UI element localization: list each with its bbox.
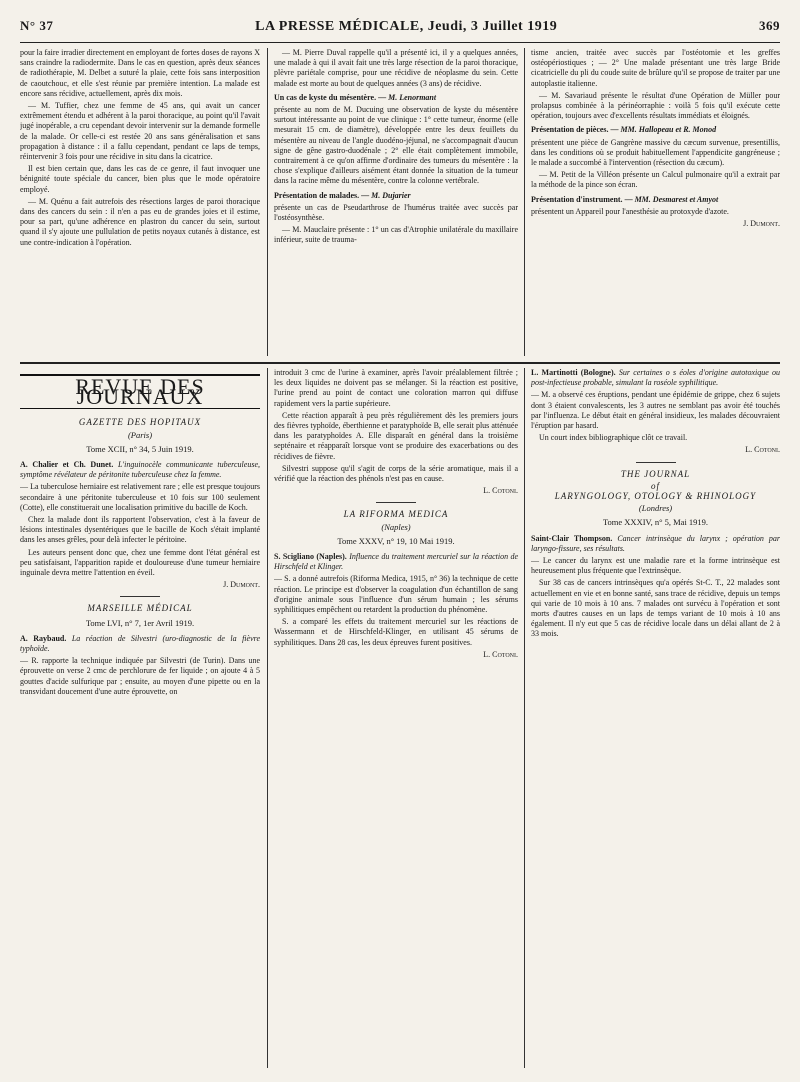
top-column-2	[274, 48, 518, 356]
paragraph: Les auteurs pensent donc que, chez une femme dont l'état général est peu satisfaisant, l'apparition rapide et douloureuse d'une tumeur herniaire inguinale devra mettre l'attention en éveil.	[20, 547, 260, 578]
article-author: A. Chalier et Ch. Dunet.	[20, 460, 114, 470]
paragraph: — M. Mauclaire présente : 1° un cas d'Atrophie unilatérale du maxillaire inférieur, suite de trauma-	[274, 225, 518, 245]
paragraph: présentent un Appareil pour l'anesthésie au protoxyde d'azote.	[531, 206, 729, 216]
paragraph: — M. Savariaud présente le résultat d'une Opération de Müller pour prolapsus combinée à la périnéorraphie : voilà 5 fois qu'il exécute cette opération, toujours avec d'excellents résultats immédiats et éloignés.	[531, 90, 780, 121]
paragraph: pour la faire irradier directement en employant de fortes doses de rayons X sans craindre la radiodermite. Dans le cas en question, après deux séances de radiothérapie, M. Delbet a suturé la plaie, cette fois sans interposition de caoutchouc, et elle s'est réunie par première intention. La malade est encore sans récidive, actuellement, après dix mois.	[20, 48, 260, 98]
journal-name-subject: LARYNGOLOGY, OTOLOGY & RHINOLOGY	[554, 491, 757, 502]
paragraph: — M. Quénu a fait autrefois des résections larges de paroi thoracique dans des cancers du sein : il n'en a pas eu de grandes joies et il estime, pour sa part, qu'une adhérence en plastron du cancer du sein, surtout quand il s'y ajoute une pullulation de petits noyaux cutanés à distance, est une contre-indication à l'opération.	[20, 196, 260, 247]
article-title: La réaction de Silvestri (uro-diagnostic de la fièvre typhoïde.	[20, 633, 260, 654]
journal-city: (Londres)	[638, 503, 673, 514]
article-heading	[531, 368, 780, 388]
paragraph: Cette réaction apparaît à peu près régulièrement dès les premiers jours des fièvres typhoïde, éberthienne et paratyphoïde B, elle serait plus atténuée dans les paratyphoïdes A. Elle disparaît en général dans la troisième septénaire et réapparaît lorsque vont se produire des exacerbations ou des récidives de fièvre.	[274, 410, 518, 461]
divider	[120, 596, 160, 597]
section-author: M. Lenormant	[388, 92, 437, 102]
journal-city: (Naples)	[381, 521, 411, 532]
journal-issue: Tome XXXV, n° 19, 10 Mai 1919.	[337, 535, 455, 546]
paragraph: Il est bien certain que, dans les cas de ce genre, il faut invoquer une bénignité toute spéciale du cancer, bien plus que le mode opératoire employé.	[20, 164, 260, 194]
revue-column-2	[274, 368, 518, 1068]
section-author: MM. Hallopeau et R. Monod	[620, 125, 717, 135]
paragraph: Chez la malade dont ils rapportent l'observation, c'est à la faveur de lésions intestinales dysentériques que le bacille de Koch s'était implanté dans les anses grêles, pour delà infecter le péritoine.	[20, 515, 260, 545]
section-title: Un cas de kyste du mésentère.	[274, 92, 377, 102]
journal-issue: Tome LVI, n° 7, 1er Avril 1919.	[85, 617, 195, 628]
section-heading: Un cas de kyste du mésentère. — M. Lenormant	[274, 92, 437, 102]
paragraph: — M. Petit de la Villéon présente un Calcul pulmonaire qu'il a extrait par la méthode de la pince son écran.	[531, 170, 780, 190]
article-author: L. Martinotti (Bologne).	[531, 368, 616, 377]
journal-name: MARSEILLE MÉDICAL	[87, 603, 193, 614]
paragraph: — La tuberculose herniaire est relativement rare ; elle est presque toujours secondaire à une péritonite tuberculeuse et 10 fois sur 100 seulement (Cotte), elle constituerait une localisation primitive du bacille de Koch.	[20, 482, 260, 512]
column-divider	[524, 368, 525, 1068]
paragraph: — Le cancer du larynx est une maladie rare et la forme intrinsèque est heureusement plus fréquente que l'extrinsèque.	[531, 556, 780, 576]
paragraph: présentent une pièce de Gangrène massive du cæcum survenue, presentillis, dans les conditions où se produit habituellement l'appendicite gangréneuse ; le malade a succombé à l'intervention (résection du cæcum).	[531, 137, 780, 168]
section-rule	[20, 362, 780, 364]
signature: J. Dumont.	[743, 219, 780, 229]
article-heading	[20, 460, 260, 480]
article-heading	[531, 534, 780, 554]
signature: L. Cotoni.	[745, 445, 780, 455]
issue-number: N° 37	[20, 18, 54, 33]
paragraph: Silvestri suppose qu'il s'agit de corps de la série aromatique, mais il a vérifié que la réaction des phénols n'est pas en cause.	[274, 463, 518, 484]
paragraph: Un court index bibliographique clôt ce travail.	[539, 433, 688, 443]
journal-name: LA RIFORMA MEDICA	[343, 509, 449, 520]
paragraph: présente au nom de M. Ducuing une observation de kyste du mésentère surtout intéressante au point de vue clinique : 1° cette tumeur, énorme (elle mesurait 15 cm. de diamètre), développée entre les deux feuillets du mésentère au niveau de l'angle duodéno-jéjunal, ne s'accompagnait d'aucun signe de gêne gastro-duodénale ; 2° elle était complètement immobile, contrairement à ce qu'on affirme d'ordinaire des tumeurs du mésentère : la chose s'explique d'ailleurs aisément étant donnée la situation de la tumeur dans la racine même du mésentère, contre la colonne vertébrale.	[274, 105, 518, 186]
section-title: Présentation de malades.	[274, 190, 360, 200]
top-column-3	[531, 48, 780, 356]
paragraph: tisme ancien, traitée avec succès par l'ostéotomie et les greffes ostéopériostiques ; — 2° Une malade présentant une très large Bride cicatricielle du pli du coude suite de brûlure qu'il se propose de traiter par une autoplastie italienne.	[531, 48, 780, 88]
top-column-1	[20, 48, 260, 356]
journal-issue: Tome XXXIV, n° 5, Mai 1919.	[602, 517, 709, 528]
section-heading: Présentation d'instrument. — MM. Desmarest et Amyot	[531, 194, 719, 204]
paragraph: — M. a observé ces éruptions, pendant une épidémie de grippe, chez 6 sujets dont 3 étaient convalescents, les 3 autres ne semblant pas avoir été touchés par l'influenza. Le début était en général insidieux, les malades découvraient l'éruption par hasard.	[531, 390, 780, 431]
article-author: S. Scigliano (Naples).	[274, 552, 347, 562]
article-title: L'inguinocèle communicante tuberculeuse, symptôme révélateur de péritonite tuberculeuse chez la femme.	[20, 460, 260, 480]
paragraph: — R. rapporte la technique indiquée par Silvestri (de Turin). Dans une éprouvette on verse 2 cmc de perchlorure de fer liquide ; on ajoute 4 à 5 gouttes d'acide sulfurique par ; ensuite, au moyen d'une pipette ou en la transvidant doucement d'une autre éprouvette, on	[20, 656, 260, 696]
signature: L. Cotoni.	[483, 486, 518, 496]
section-author: MM. Desmarest et Amyot	[634, 194, 719, 204]
article-author: A. Raybaud.	[20, 633, 67, 643]
article-title: Sur certaines o s éoles d'origine autotoxique ou post-infectieuse probable, simulant la roséole syphilitique.	[531, 368, 780, 388]
section-author: M. Dujarier	[371, 190, 411, 200]
header-rule	[20, 42, 780, 43]
paragraph: — S. a donné autrefois (Riforma Medica, 1915, n° 36) la technique de cette réaction. Le principe est d'observer la coagulation d'un échantillon de sang d'origine animale sous l'influence d'un sérum humain ; les sérums syphilitiques empêchent ou retardent la production du phénomène.	[274, 574, 518, 615]
article-title: Cancer intrinsèque du larynx ; opération par laryngo-fissure, ses résultats.	[531, 533, 780, 553]
journal-name-of: of	[650, 480, 660, 491]
newspaper-title: LA PRESSE MÉDICALE, Jeudi, 3 Juillet 1919	[255, 19, 558, 34]
revue-column-3	[531, 368, 780, 1068]
revue-column-1	[20, 368, 260, 1068]
article-title: Influence du traitement mercuriel sur la réaction de Hirschfeld et Klinger.	[274, 552, 518, 572]
paragraph: S. a comparé les effets du traitement mercuriel sur les réactions de Wassermann et de Hirschfeld-Klinger, en utilisant 45 sérums de syphilitiques. Dans 28 cas, les deux épreuves furent positives.	[274, 617, 518, 647]
journal-issue: Tome XCII, n° 34, 5 Juin 1919.	[86, 443, 194, 454]
article-author: Saint-Clair Thompson.	[531, 533, 613, 543]
section-title: Présentation de pièces.	[531, 125, 609, 135]
article-heading	[20, 634, 260, 654]
divider	[376, 502, 416, 503]
journal-city: (Paris)	[127, 429, 153, 440]
journal-name: GAZETTE DES HOPITAUX	[78, 417, 202, 428]
paragraph: introduit 3 cmc de l'urine à examiner, après l'avoir préalablement filtrée ; les deux liquides ne doivent pas se mélanger. Si la réaction est positive, l'urine prend au point de contact une coloration marron qui diffuse rapidement vers la partie supérieure.	[274, 368, 518, 408]
paragraph: — M. Pierre Duval rappelle qu'il a présenté ici, il y a quelques années, une malade à qui il avait fait une très large résection de la paroi thoracique, plèvre pariétale comprise, pour une récidive de néoplasme du sein. Cette malade est morte au bout de quelques années (3 ans) de récidive.	[274, 48, 518, 88]
column-divider	[524, 48, 525, 356]
divider	[636, 462, 676, 463]
page-header	[20, 18, 780, 40]
paragraph: Sur 38 cas de cancers intrinsèques qu'a opérés St-C. T., 22 malades sont actuellement en vie et en bonne santé, sans trace de récidive, depuis un temps qui varie de 10 mois à 10 ans. 7 malades ont survécu à l'opération et sont morts d'autres causes en un laps de temps variant de 10 mois à 10 ans également. Il n'y eut que 5 cas de récidive locale dans un délai allant de 2 à 33 mois.	[531, 578, 780, 639]
column-divider	[267, 48, 268, 356]
section-heading: Présentation de pièces. — MM. Hallopeau et R. Monod	[531, 125, 717, 135]
signature: J. Dumont.	[223, 580, 260, 590]
signature: L. Cotoni.	[483, 649, 518, 659]
column-divider	[267, 368, 268, 1068]
article-heading	[274, 552, 518, 572]
revue-title: REVUE DES JOURNAUX	[20, 374, 260, 409]
page-number: 369	[758, 18, 780, 33]
paragraph: présente un cas de Pseudarthrose de l'humérus traitée avec succès par l'ostéosynthèse.	[274, 202, 518, 223]
paragraph: — M. Tuffier, chez une femme de 45 ans, qui avait un cancer extrêmement étendu et adhérent à la paroi thoracique, au point qu'il l'avait jugé inopérable, a cru cependant devoir intervenir sur la demande formelle de la malade. Or celle-ci est restée 20 ans sans généralisation et sans propagation à distance : il a fallu cependant, pendant ce laps de temps, réintervenir 3 fois pour une récidive in situ dans la cicatrice.	[20, 101, 260, 162]
section-title: Présentation d'instrument.	[531, 194, 623, 204]
journal-name: THE JOURNAL	[620, 468, 691, 479]
section-heading: Présentation de malades. — M. Dujarier	[274, 190, 411, 200]
